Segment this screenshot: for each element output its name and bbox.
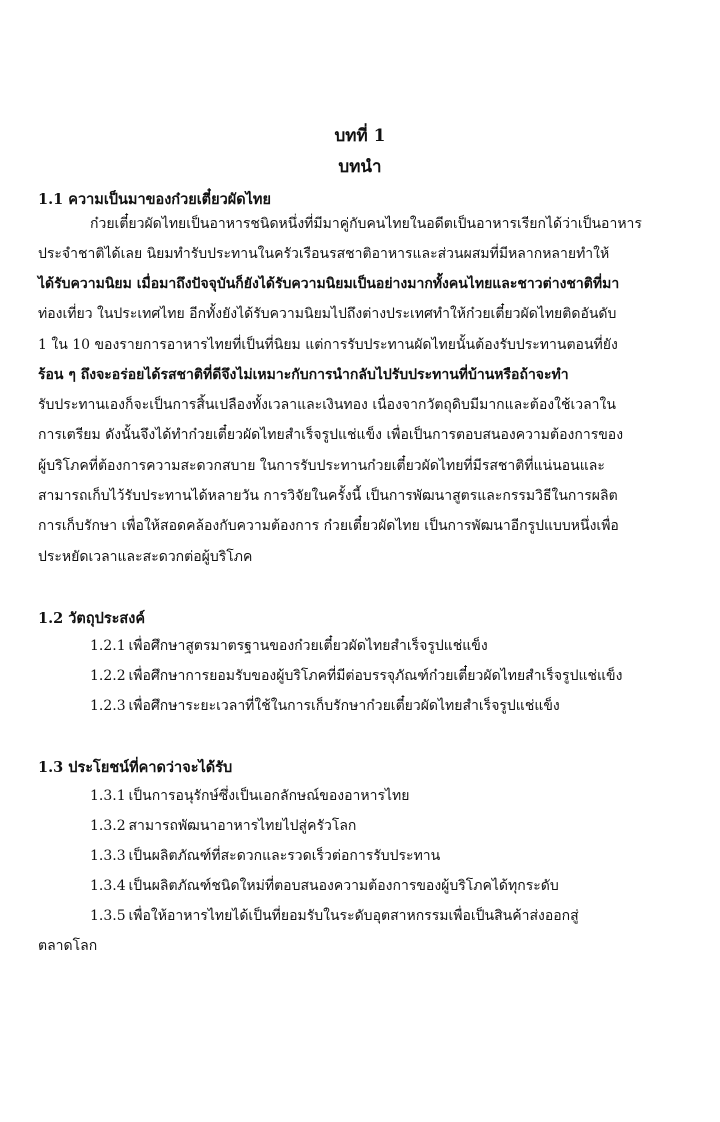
list-item xyxy=(90,636,488,656)
paragraph-line: ประจำชาติได้เลย นิยมทำรับประทานในครัวเรือนรสชาติอาหารและส่วนผสมที่มีหลากหลายทำให้ xyxy=(38,246,610,262)
list-item-text: เพื่อศึกษาสูตรมาตรฐานของก๋วยเตี๋ยวผัดไทยสำเร็จรูปแช่แข็ง xyxy=(128,638,488,654)
paragraph-line: รับประทานเองก็จะเป็นการสิ้นเปลืองทั้งเวลาและเงินทอง เนื่องจากวัตถุดิบมีมากและต้องใช้เวลาใน xyxy=(38,397,616,413)
paragraph-line: ได้รับความนิยม เมื่อมาถึงปัจจุบันก็ยังได้รับความนิยมเป็นอย่างมากทั้งคนไทยและชาวต่างชาติที่มา xyxy=(38,276,620,292)
list-item-number: 1.3.2 xyxy=(90,818,126,834)
paragraph-line: การเก็บรักษา เพื่อให้สอดคล้องกับความต้องการ ก๋วยเตี๋ยวผัดไทย เป็นการพัฒนาอีกรูปแบบหนึ่งเพื่อ xyxy=(38,518,619,534)
chapter-number: บทที่ 1 xyxy=(334,126,386,146)
section-heading-background: 1.1 ความเป็นมาของก๋วยเตี๋ยวผัดไทย xyxy=(38,191,271,208)
chapter-title: บทนำ xyxy=(338,157,382,177)
list-item-text: เป็นผลิตภัณฑ์ที่สะดวกและรวดเร็วต่อการรับประทาน xyxy=(128,848,441,864)
list-item xyxy=(90,666,622,686)
list-item xyxy=(90,786,409,806)
list-item-text: เพื่อศึกษาระยะเวลาที่ใช้ในการเก็บรักษาก๋วยเตี๋ยวผัดไทยสำเร็จรูปแช่แข็ง xyxy=(128,698,560,714)
list-item-text: เพื่อศึกษาการยอมรับของผู้บริโภคที่มีต่อบรรจุภัณฑ์ก๋วยเตี๋ยวผัดไทยสำเร็จรูปแช่แข็ง xyxy=(128,668,623,684)
list-item-number: 1.2.3 xyxy=(90,698,126,714)
paragraph-line: ประหยัดเวลาและสะดวกต่อผู้บริโภค xyxy=(38,549,253,565)
list-item-number: 1.3.4 xyxy=(90,878,126,894)
list-item-text: เพื่อให้อาหารไทยได้เป็นที่ยอมรับในระดับอุตสาหกรรมเพื่อเป็นสินค้าส่งออกสู่ xyxy=(128,908,579,924)
list-item-number: 1.2.2 xyxy=(90,668,126,684)
paragraph-line: ก๋วยเตี๋ยวผัดไทยเป็นอาหารชนิดหนึ่งที่มีมาคู่กับคนไทยในอดีตเป็นอาหารเรียกได้ว่าเป็นอาหาร xyxy=(90,216,642,232)
paragraph-line: การเตรียม ดังนั้นจึงได้ทำก๋วยเตี๋ยวผัดไทยสำเร็จรูปแช่แข็ง เพื่อเป็นการตอบสนองความต้องการของ xyxy=(38,427,624,443)
paragraph-line: ท่องเที่ยว ในประเทศไทย อีกทั้งยังได้รับความนิยมไปถึงต่างประเทศทำให้ก๋วยเตี๋ยวผัดไทยติดอันดับ xyxy=(38,306,617,322)
paragraph-line: ผู้บริโภคที่ต้องการความสะดวกสบาย ในการรับประทานก๋วยเตี๋ยวผัดไทยที่มีรสชาติที่แน่นอนและ xyxy=(38,458,605,474)
list-item xyxy=(90,696,560,716)
list-item-number: 1.3.5 xyxy=(90,908,126,924)
list-item-number: 1.3.1 xyxy=(90,788,126,804)
list-item-number: 1.3.3 xyxy=(90,848,126,864)
paragraph-line: 1 ใน 10 ของรายการอาหารไทยที่เป็นที่นิยม แต่การรับประทานผัดไทยนั้นต้องรับประทานตอนที่ยัง xyxy=(38,337,618,353)
section-heading-benefits: 1.3 ประโยชน์ที่คาดว่าจะได้รับ xyxy=(38,759,233,776)
list-item xyxy=(90,876,559,896)
paragraph-line: สามารถเก็บไว้รับประทานได้หลายวัน การวิจัยในครั้งนี้ เป็นการพัฒนาสูตรและกรรมวิธีในการผลิต xyxy=(38,488,618,504)
paragraph-line: ร้อน ๆ ถึงจะอร่อยได้รสชาติที่ดีจึงไม่เหมาะกับการนำกลับไปรับประทานที่บ้านหรือถ้าจะทำ xyxy=(38,367,569,383)
list-item xyxy=(90,816,356,836)
list-item-text: เป็นผลิตภัณฑ์ชนิดใหม่ที่ตอบสนองความต้องการของผู้บริโภคได้ทุกระดับ xyxy=(128,878,559,894)
list-item-text: สามารถพัฒนาอาหารไทยไปสู่ครัวโลก xyxy=(128,818,357,834)
list-item xyxy=(90,846,440,866)
section-heading-objectives: 1.2 วัตถุประสงค์ xyxy=(38,610,146,627)
list-item-continuation: ตลาดโลก xyxy=(38,938,98,954)
list-item-number: 1.2.1 xyxy=(90,638,126,654)
list-item xyxy=(90,906,579,926)
list-item-text: เป็นการอนุรักษ์ซึ่งเป็นเอกลักษณ์ของอาหารไทย xyxy=(128,788,410,804)
